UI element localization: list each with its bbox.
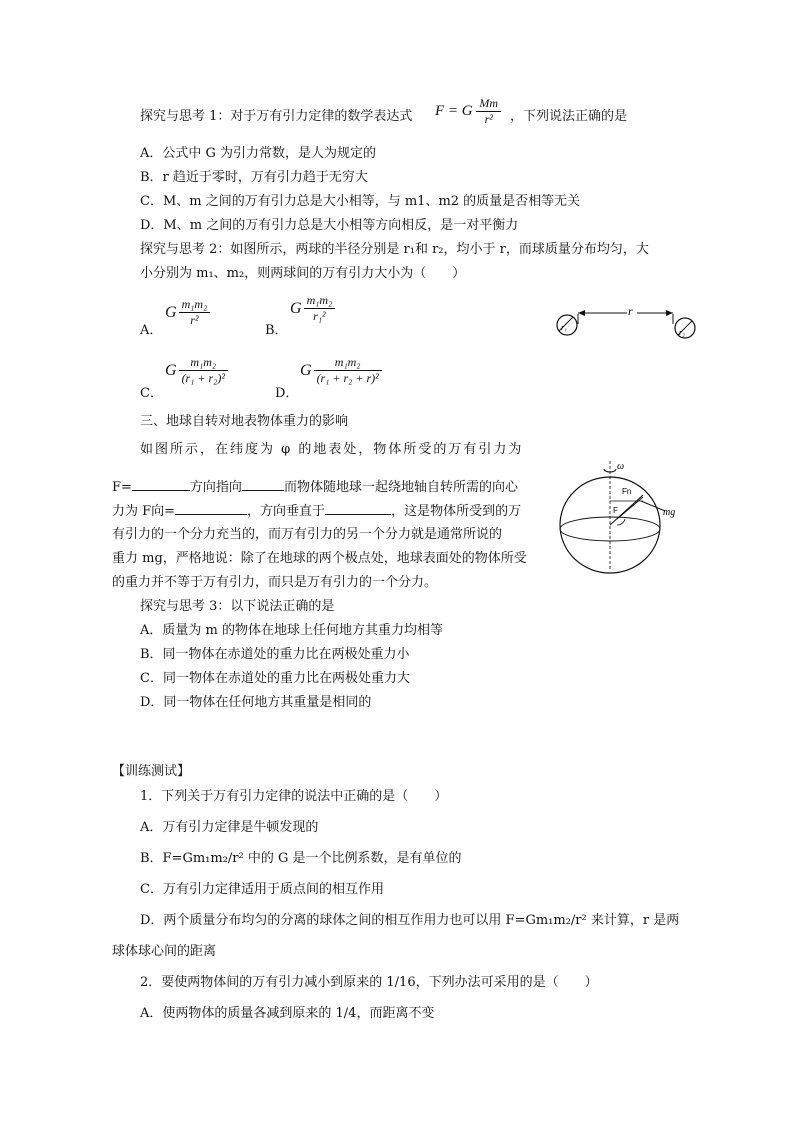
rotation-arrow <box>604 469 616 472</box>
section3-p5: 重力 mg，严格地说：除了在地球的两个极点处，地球表面处的物体所受 <box>112 551 527 566</box>
q3-stem: 探究与思考 3：以下说法正确的是 <box>140 599 335 614</box>
t1-stem: 1．下列关于万有引力定律的说法中正确的是（ ） <box>140 789 448 804</box>
section3-p3a: 力为 F向= <box>112 504 176 519</box>
force-mg <box>641 501 665 511</box>
distance-label: r <box>628 304 633 318</box>
q2-label-a: A． <box>140 323 163 338</box>
blank-perpendicular <box>325 502 391 515</box>
q2-g-c: G <box>165 361 177 379</box>
q2-den-c: (r₁ + r₂)² <box>181 371 225 385</box>
q2-label-d: D． <box>275 386 299 401</box>
section3-p2b: 方向指向 <box>189 480 242 495</box>
section3-p2a: F= <box>112 480 132 495</box>
f-label: F <box>613 506 618 515</box>
left-sphere <box>557 315 577 335</box>
q2-label-c: C． <box>140 386 163 401</box>
t2-option-a: A．使两物体的质量各减到原来的 1/4，而距离不变 <box>140 1006 435 1021</box>
training-heading: 【训练测试】 <box>112 764 191 779</box>
section3-p6: 的重力并不等于万有引力，而只是万有引力的一个分力。 <box>112 575 438 590</box>
q2-spheres-figure <box>555 300 705 350</box>
q3-option-a: A．质量为 m 的物体在地球上任何地方其重力均相等 <box>140 623 443 638</box>
q2-formula-d <box>300 355 382 386</box>
arrow-right <box>666 310 673 316</box>
omega-label: ω <box>617 461 625 472</box>
arrow-left <box>578 310 585 316</box>
section3-p1: 如图所示，在纬度为 φ 的地表处，物体所受的万有引力为 <box>140 442 524 457</box>
q2-g-b: G <box>290 299 302 317</box>
q2-label-b: B． <box>265 323 288 338</box>
t1-option-d: D．两个质量分布均匀的分离的球体之间的相互作用力也可以用 F=Gm₁m₂/r² 来计算，r 是两 <box>140 913 680 928</box>
q2-formula-b <box>290 293 335 324</box>
q2-num-c: m₁m₂ <box>179 355 228 371</box>
force-f <box>617 497 643 519</box>
q2-num-b: m₁m₂ <box>304 293 336 309</box>
q3-option-c: C．同一物体在赤道处的重力比在两极处重力大 <box>140 671 410 686</box>
q1-formula-num: Mm <box>476 96 501 112</box>
q2-g-a: G <box>165 303 177 321</box>
section3-p3c: ，这是物体所受到的万 <box>391 504 522 519</box>
earth-figure <box>555 455 685 580</box>
section3-p2c: 而物体随地球一起绕地轴自转所需的向心 <box>283 480 518 495</box>
q2-den-b: r₁² <box>313 309 326 323</box>
q2-line2: 小分别为 m₁、m₂，则两球间的万有引力大小为（ ） <box>140 266 466 281</box>
right-sphere-label: r₂ <box>679 328 685 337</box>
q1-stem-post: ，下列说法正确的是 <box>510 109 628 124</box>
q1-option-a: A．公式中 G 为引力常数，是人为规定的 <box>140 146 377 161</box>
q2-formula-a <box>165 297 210 328</box>
section3-p2 <box>112 478 518 497</box>
left-sphere-label: r₁ <box>561 323 567 332</box>
q1-option-d: D．M、m 之间的万有引力总是大小相等方向相反，是一对平衡力 <box>140 218 519 233</box>
q2-num-a: m₁m₂ <box>179 297 211 313</box>
q2-g-d: G <box>300 361 312 379</box>
q1-stem <box>140 108 412 126</box>
section3-p3 <box>112 502 521 521</box>
q3-option-b: B．同一物体在赤道处的重力比在两极处重力小 <box>140 647 410 662</box>
t2-stem: 2．要使两物体间的万有引力减小到原来的 1/16，下列办法可采用的是（ ） <box>140 975 598 990</box>
section3-p3b: ，方向垂直于 <box>247 504 326 519</box>
q1-formula-fraction <box>476 96 501 127</box>
q1-formula <box>435 96 501 127</box>
t1-option-d-cont: 球体球心间的距离 <box>112 944 217 959</box>
q1-formula-lhs: F = G <box>435 102 473 119</box>
q2-den-d: (r₁ + r₂ + r)² <box>316 371 379 385</box>
fn-label: Fn <box>622 487 632 496</box>
q2-num-d: m₁m₂ <box>314 355 382 371</box>
q2-line1: 探究与思考 2：如图所示，两球的半径分别是 r₁和 r₂，均小于 r，而球质量分布均匀，大 <box>140 242 649 257</box>
q1-option-c: C．M、m 之间的万有引力总是大小相等，与 m1、m2 的质量是否相等无关 <box>140 194 581 209</box>
t1-option-c: C．万有引力定律适用于质点间的相互作用 <box>140 882 384 897</box>
blank-direction <box>242 478 284 491</box>
mg-label: mg <box>663 507 676 518</box>
section3-p4: 有引力的一个分力充当的，而万有引力的另一个分力就是通常所说的 <box>112 527 503 542</box>
q2-formula-c <box>165 355 228 386</box>
angle-phi <box>617 519 625 525</box>
q1-stem-pre: 探究与思考 1：对于万有引力定律的数学表达式 <box>140 109 413 124</box>
t1-option-a: A．万有引力定律是牛顿发现的 <box>140 820 319 835</box>
q2-den-a: r² <box>190 313 199 327</box>
section3-heading: 三、地球自转对地表物体重力的影响 <box>140 414 349 429</box>
q1-formula-den: r² <box>484 112 493 126</box>
q1-option-b: B．r 趋近于零时，万有引力趋于无穷大 <box>140 170 368 185</box>
t1-option-b: B．F=Gm₁m₂/r² 中的 G 是一个比例系数，是有单位的 <box>140 851 462 866</box>
blank-fn <box>175 502 247 515</box>
q3-option-d: D．同一物体在任何地方其重量是相同的 <box>140 695 372 710</box>
blank-f <box>132 478 190 491</box>
